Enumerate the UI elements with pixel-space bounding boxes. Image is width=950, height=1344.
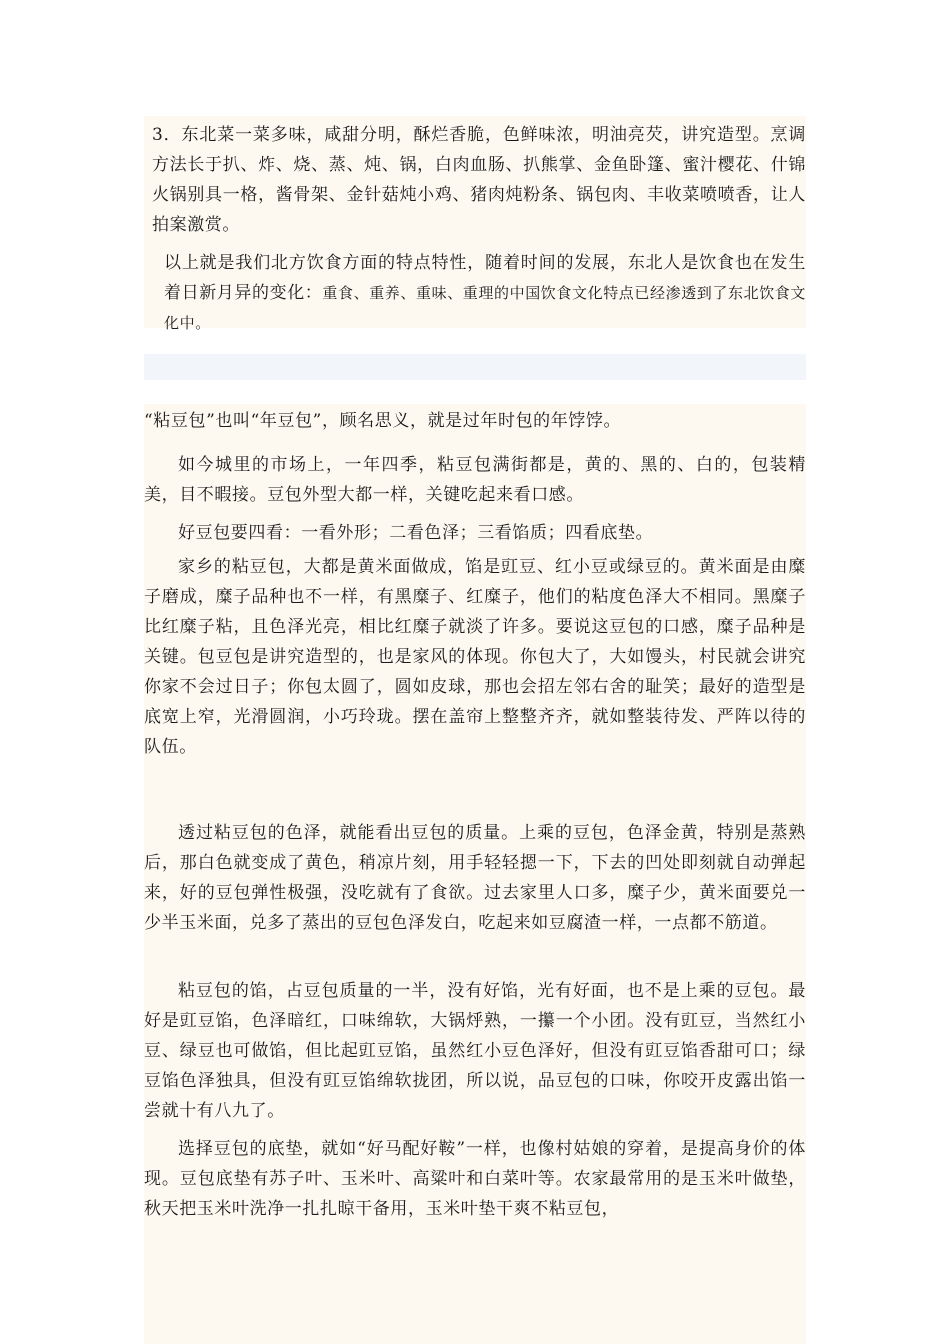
paragraph-four-looks: 好豆包要四看：一看外形；二看色泽；三看馅质；四看底垫。	[178, 523, 654, 543]
summary-tail-text: 重食、重养、重味、重理的中国饮食文化特点已经渗透到了东北饮食文化中。	[164, 284, 807, 332]
paragraph-summary	[144, 248, 806, 338]
paragraph-filling: 粘豆包的馅，占豆包质量的一半，没有好馅，光有好面，也不是上乘的豆包。最好是豇豆馅，色泽暗红，口味绵软，大锅烀熟，一攥一个小团。没有豇豆，当然红小豆、绿豆也可做馅，但比起豇豆馅，虽然红小豆色泽好，但没有豇豆馅香甜可口；绿豆馅色泽独具，但没有豇豆馅绵软拢团，所以说，品豆包的口味，你咬开皮露出馅一尝就十有八九了。	[144, 981, 806, 1121]
paragraph-hometown-shape: 家乡的粘豆包，大都是黄米面做成，馅是豇豆、红小豆或绿豆的。黄米面是由糜子磨成，糜子品种也不一样，有黑糜子、红糜子，他们的粘度色泽大不相同。黑糜子比红糜子粘，且色泽光亮，相比红糜子就淡了许多。要说这豆包的口感，糜子品种是关键。包豆包是讲究造型的，也是家风的体现。你包大了，大如馒头，村民就会讲究你家不会过日子；你包太圆了，圆如皮球，那也会招左邻右舍的耻笑；最好的造型是底宽上窄，光滑圆润，小巧玲珑。摆在盖帘上整整齐齐，就如整装待发、严阵以待的队伍。	[144, 557, 806, 757]
paragraph-cuisine-features: 3．东北菜一菜多味，咸甜分明，酥烂香脆，色鲜味浓，明油亮芡，讲究造型。烹调方法长于扒、炸、烧、蒸、炖、锅，白肉血肠、扒熊掌、金鱼卧篷、蜜汁樱花、什锦火锅别具一格，酱骨架、金针菇炖小鸡、猪肉炖粉条、锅包肉、丰收菜喷喷香，让人拍案激赏。	[152, 125, 806, 235]
paragraph-market: 如今城里的市场上，一年四季，粘豆包满街都是，黄的、黑的、白的，包装精美，目不暇接。豆包外型大都一样，关键吃起来看口感。	[144, 455, 806, 505]
paragraph-color: 透过粘豆包的色泽，就能看出豆包的质量。上乘的豆包，色泽金黄，特别是蒸熟后，那白色就变成了黄色，稍凉片刻，用手轻轻摁一下，下去的凹处即刻就自动弹起来，好的豆包弹性极强，没吃就有了食欲。过去家里人口多，糜子少，黄米面要兑一少半玉米面，兑多了蒸出的豆包色泽发白，吃起来如豆腐渣一样，一点都不筋道。	[144, 823, 806, 933]
summary-main-text: 以上就是我们北方饮食方面的特点特性，随着时间的发展，东北人是饮食也在发生着日新月异的变化：	[164, 253, 806, 303]
section-divider	[144, 354, 806, 380]
paragraph-base-pad: 选择豆包的底垫，就如“好马配好鞍”一样，也像村姑娘的穿着，是提高身价的体现。豆包底垫有苏子叶、玉米叶、高粱叶和白菜叶等。农家最常用的是玉米叶做垫，秋天把玉米叶洗净一扎扎晾干备用，玉米叶垫干爽不粘豆包，	[144, 1139, 806, 1219]
paragraph-intro: “粘豆包”也叫“年豆包”，顾名思义，就是过年时包的年饽饽。	[144, 411, 622, 431]
northeast-cuisine-section	[144, 116, 807, 332]
sticky-bean-bun-section	[144, 404, 806, 1344]
